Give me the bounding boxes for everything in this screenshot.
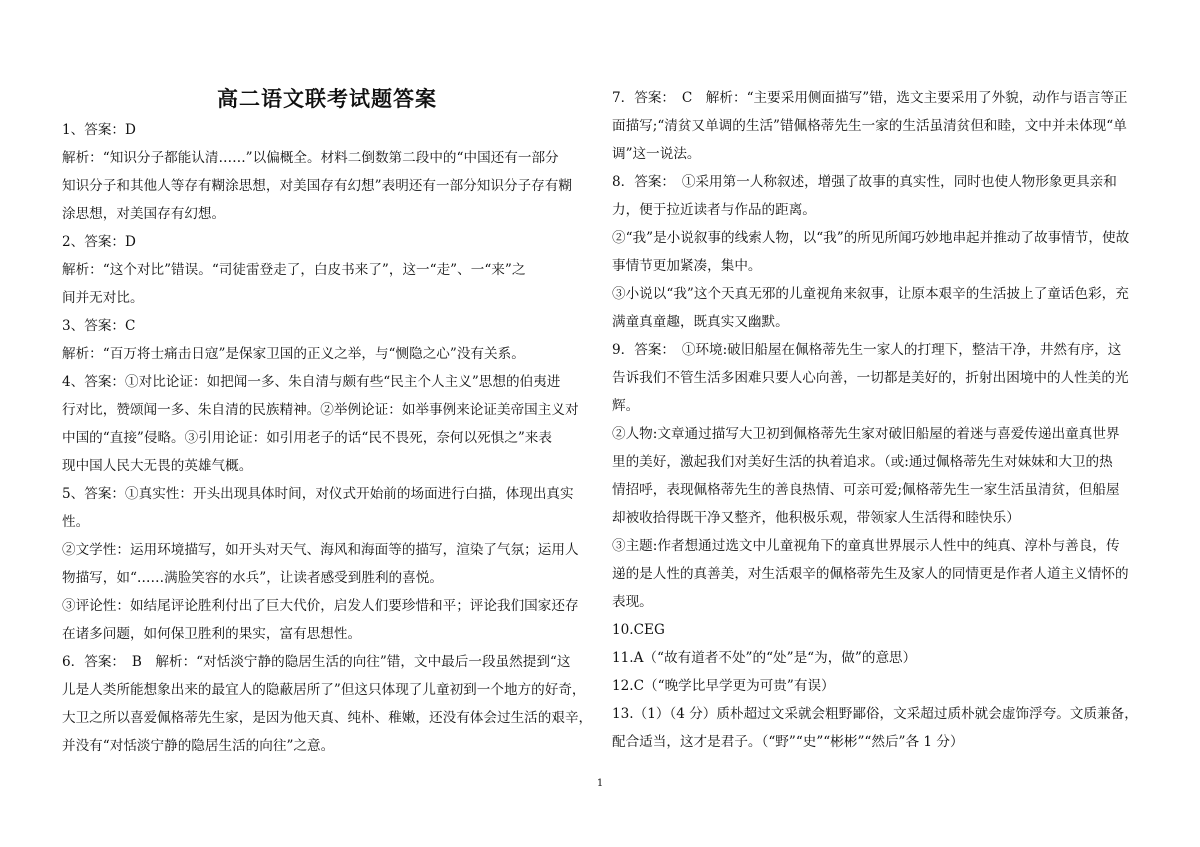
answer-line: 力，便于拉近读者与作品的距离。 (612, 202, 816, 218)
answer-line: 行对比，赞颂闻一多、朱自清的民族精神。②举例论证：如举事例来论证美帝国主义对 (62, 402, 579, 418)
answer-line: 表现。 (612, 594, 653, 610)
answer-line: ③小说以“我”这个天真无邪的儿童视角来叙事，让原本艰辛的生活披上了童话色彩，充 (612, 286, 1129, 302)
left-column (62, 84, 592, 760)
answer-line: 辉。 (612, 398, 640, 414)
answer-line: 解析：“知识分子都能认清……”以偏概全。材料二倒数第二段中的“中国还有一部分 (62, 150, 559, 166)
answer-line: 13.（1）（4 分）质朴超过文采就会粗野鄙俗，文采超过质朴就会虚饰浮夸。文质兼备， (612, 706, 1138, 722)
answer-line: 儿是人类所能想象出来的最宜人的隐蔽居所了”但这只体现了儿童初到一个地方的好奇， (62, 682, 586, 698)
answer-line: ③评论性：如结尾评论胜利付出了巨大代价，启发人们要珍惜和平；评论我们国家还存 (62, 598, 579, 614)
answer-line: ③主题:作者想通过选文中儿童视角下的童真世界展示人性中的纯真、淳朴与善良，传 (612, 538, 1120, 554)
answer-line: 11.A（“故有道者不处”的“处”是“为，做”的意思） (612, 650, 917, 666)
answer-line: 事情节更加紧凑，集中。 (612, 258, 762, 274)
answer-line: 7．答案： C 解析：“主要采用侧面描写”错，选文主要采用了外貌，动作与语言等正 (612, 90, 1128, 106)
answer-line: 递的是人性的真善美，对生活艰辛的佩格蒂先生及家人的同情更是作者人道主义情怀的 (612, 566, 1129, 582)
answer-line: 物描写，如“……满脸笑容的水兵”，让读者感受到胜利的喜悦。 (62, 570, 443, 586)
answer-line: 6．答案： B 解析：“对恬淡宁静的隐居生活的向往”错，文中最后一段虽然提到“这 (62, 654, 571, 670)
answer-line: 12.C（“晚学比早学更为可贵”有误） (612, 678, 835, 694)
answer-line: 里的美好，激起我们对美好生活的执着追求。（或:通过佩格蒂先生对妹妹和大卫的热 (612, 454, 1113, 470)
answer-line: 知识分子和其他人等存有糊涂思想，对美国存有幻想”表明还有一部分知识分子存有糊 (62, 178, 572, 194)
answer-line: 调”这一说法。 (612, 146, 701, 162)
answer-line: ②文学性：运用环境描写，如开头对天气、海风和海面等的描写，渲染了气氛；运用人 (62, 542, 579, 558)
right-column (612, 84, 1144, 756)
answer-line: 在诸多问题，如何保卫胜利的果实，富有思想性。 (62, 626, 362, 642)
answer-line: ②人物:文章通过描写大卫初到佩格蒂先生家对破旧船屋的着迷与喜爱传递出童真世界 (612, 426, 1120, 442)
answer-line: 配合适当，这才是君子。（“野”“史”“彬彬”“然后”各 1 分） (612, 734, 964, 750)
answer-line: 却被收拾得既干净又整齐，他积极乐观，带领家人生活得和睦快乐） (612, 510, 1020, 526)
page-number: 1 (596, 778, 604, 789)
answer-line: 解析：“百万将士痛击日寇”是保家卫国的正义之举，与“恻隐之心”没有关系。 (62, 346, 525, 362)
answer-line: 间并无对比。 (62, 290, 144, 306)
answer-line: 10.CEG (612, 622, 665, 638)
answer-line: 中国的“直接”侵略。③引用论证：如引用老子的话“民不畏死，奈何以死惧之”来表 (62, 430, 552, 446)
answer-line: ②“我”是小说叙事的线索人物，以“我”的所见所闻巧妙地串起并推动了故事情节，使故 (612, 230, 1130, 246)
page-title: 高二语文联考试题答案 (217, 86, 437, 111)
answer-line: 情招呼，表现佩格蒂先生的善良热情、可亲可爱;佩格蒂先生一家生活虽清贫，但船屋 (612, 482, 1120, 498)
answer-line: 面描写;“清贫又单调的生活”错佩格蒂先生一家的生活虽清贫但和睦，文中并未体现“单 (612, 118, 1127, 134)
answer-line: 大卫之所以喜爱佩格蒂先生家，是因为他天真、纯朴、稚嫩，还没有体会过生活的艰辛， (62, 710, 592, 726)
answer-line: 3、答案：C (62, 318, 136, 334)
answer-line: 2、答案：D (62, 234, 136, 250)
answer-line: 性。 (62, 514, 90, 530)
answer-line: 涂思想，对美国存有幻想。 (62, 206, 226, 222)
answer-line: 5、答案：①真实性：开头出现具体时间，对仪式开始前的场面进行白描，体现出真实 (62, 486, 574, 502)
answer-line: 告诉我们不管生活多困难只要人心向善，一切都是美好的，折射出困境中的人性美的光 (612, 370, 1129, 386)
answer-line: 4、答案：①对比论证：如把闻一多、朱自清与颇有些“民主个人主义”思想的伯夷进 (62, 374, 561, 390)
answer-line: 现中国人民大无畏的英雄气概。 (62, 458, 253, 474)
answer-line: 8．答案： ①采用第一人称叙述，增强了故事的真实性，同时也使人物形象更具亲和 (612, 174, 1117, 190)
answer-line: 解析：“这个对比”错误。“司徒雷登走了，白皮书来了”，这一“走”、一“来”之 (62, 262, 526, 278)
answer-line: 1、答案：D (62, 122, 136, 138)
answer-line: 满童真童趣，既真实又幽默。 (612, 314, 789, 330)
answer-line: 9．答案： ①环境:破旧船屋在佩格蒂先生一家人的打理下，整洁干净，井然有序，这 (612, 342, 1122, 358)
answer-line: 并没有“对恬淡宁静的隐居生活的向往”之意。 (62, 738, 335, 754)
